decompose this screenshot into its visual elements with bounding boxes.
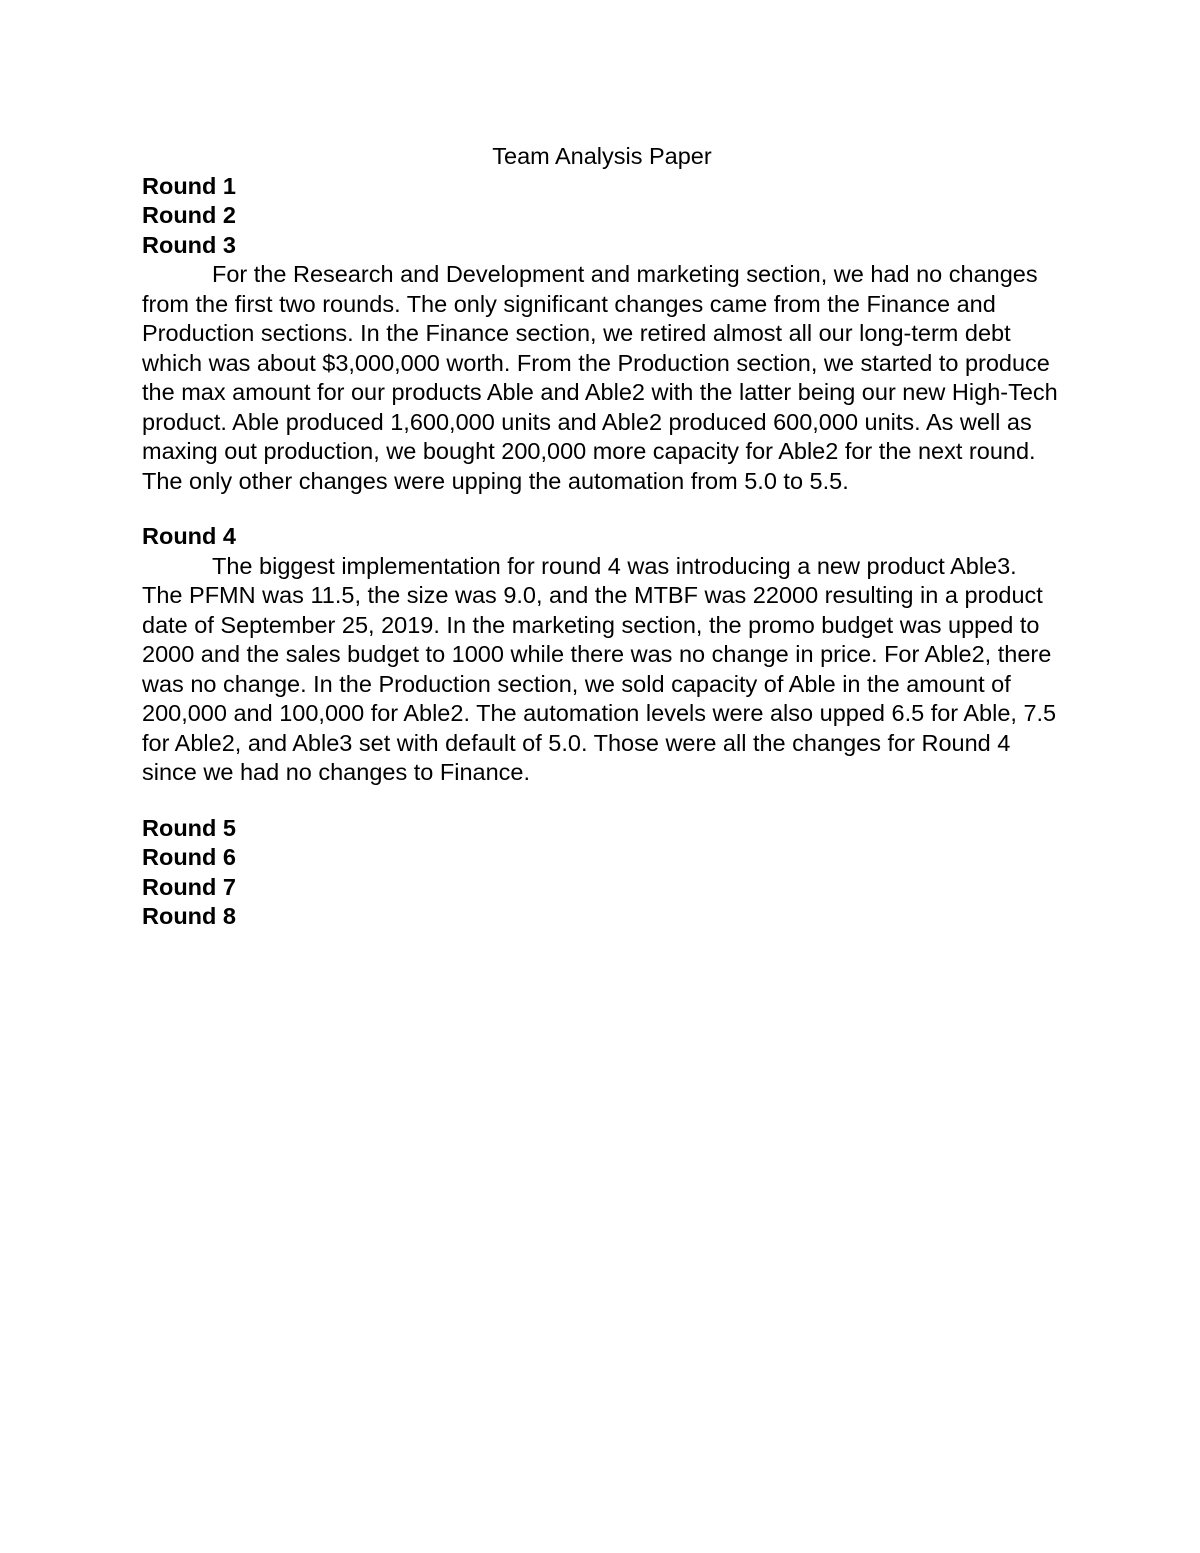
round-4-heading: Round 4 <box>142 523 236 549</box>
paragraph-spacer <box>142 788 1062 814</box>
round-8-heading: Round 8 <box>142 903 236 929</box>
round-3-paragraph: For the Research and Development and marketing section, we had no changes from the first two rounds. The only significant changes came from the Finance and Production sections. In the Finance section, we retired almost all our long-term debt which was about $3,000,000 worth. From the Production section, we started to produce the max amount for our products Able and Able2 with the latter being our new High-Tech product. Able produced 1,600,000 units and Able2 produced 600,000 units. As well as maxing out production, we bought 200,000 more capacity for Able2 for the next round. The only other changes were upping the automation from 5.0 to 5.5. <box>142 261 1058 494</box>
paragraph-spacer <box>142 496 1062 522</box>
round-3-heading: Round 3 <box>142 231 236 258</box>
round-5-heading: Round 5 <box>142 814 236 841</box>
round-4-paragraph: The biggest implementation for round 4 was introducing a new product Able3. The PFMN was 11.5, the size was 9.0, and the MTBF was 22000 resulting in a product date of September 25, 2019. In the marketing section, the promo budget was upped to 2000 and the sales budget to 1000 while there was no change in price. For Able2, there was no change. In the Production section, we sold capacity of Able in the amount of 200,000 and 100,000 for Able2. The automation levels were also upped 6.5 for Able, 7.5 for Able2, and Able3 set with default of 5.0. Those were all the changes for Round 4 since we had no changes to Finance. <box>142 552 1057 785</box>
round-2-heading: Round 2 <box>142 202 236 228</box>
document-body <box>142 141 1062 932</box>
round-7-heading: Round 7 <box>142 873 236 900</box>
document-title: Team Analysis Paper <box>492 143 712 169</box>
round-1-heading: Round 1 <box>142 172 236 199</box>
round-6-heading: Round 6 <box>142 844 236 870</box>
